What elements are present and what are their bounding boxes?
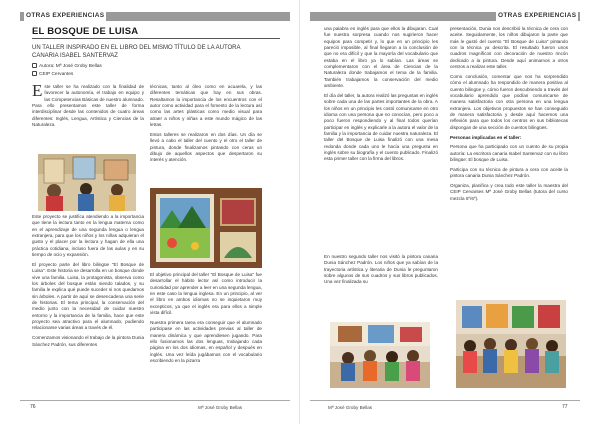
section-subhead: Personas implicadas en el taller: xyxy=(450,134,522,140)
left-col2-bottom xyxy=(150,272,262,368)
section-label: OTRAS EXPERIENCIAS xyxy=(498,12,577,19)
footer-credit-right: Mª José Groby Bellas xyxy=(328,405,373,410)
school-name: CEIP Cervantes xyxy=(39,72,74,77)
page-number-right: 77 xyxy=(562,404,568,410)
paragraph: El objetivo principal del taller "El Bosque de Luisa" fue desarrollar el hábito lector así como introducir la curiosidad por aprender a leer en una segunda lengua, en este caso la lengua inglesa. En un principio, al ver el libro en ambos idiomas no se inquietaron muy excepticos, ya que el inglés era para ellos a simple vista difícil. xyxy=(150,272,262,316)
paragraph: Persona que ha participado con un cuento de su propia autoría: La escritora canaria Isabel Santervaz con su libro bilingüe: El bosque de Luisa. xyxy=(450,144,568,163)
paragraph: Estos talleres se realizaron en dos días. Un día se llevó a cabo el taller del cuento y el otro el taller de pintura, donde finalizamos pintando con ceras un dibujo de aquellos aspectos que despertaron su interés y atención. xyxy=(150,131,262,163)
paragraph: Participa con su técnica de pintura a cera con aceite la pintora canaria Dunia Sánchez Padrón. xyxy=(450,166,568,179)
painting-artwork-photo xyxy=(150,188,262,268)
page-number-left: 76 xyxy=(30,404,36,410)
author-line xyxy=(32,63,102,69)
paragraph: técnicas, tanto al óleo como en acuarela, y las diferentes temáticas que hay en sus obras. Resaltamos la importancia de los encuentros con el autor como actividad para el fomento de la lectura así como las artes plásticas como medio visual para atraer a niños y niñas a este mundo mágico de las letras. xyxy=(150,84,262,128)
children-painting-photo xyxy=(38,154,136,211)
author-icon xyxy=(32,63,37,68)
group-photo-with-paintings xyxy=(456,300,566,388)
drop-cap: E xyxy=(32,81,43,100)
paragraph: presentación, Dunia nos describió la técnica de cera con aceite. Seguidamente, los niños dibujaron la parte que más le gustó del cuento "El Bosque de Luisa" pintando con la técnica ya descrita. El resultado fueron unos cuadros magníficos con decoración de nuestro rincón dedicado a la pintura. Desde aquí animamos a otros centros a realizar este taller. xyxy=(450,26,568,70)
paragraph: El día del taller, la autora realizó las preguntas en inglés sobre cada una de las partes importantes de la obra. A los niños en un principio les costó comunicarse en otro idioma con una persona que no conocían, pero poco a poco fueron respondiendo y al final todos querían participar en inglés y explicarle a la autora el valor de la familia y la importancia de cuidar nuestra naturaleza. El taller del Bosque de Luisa finalizó con una mesa redonda donde cada uno le hacía una pregunta en inglés sobre su biografía y el cuento publicado. Finalizó esta primer taller con la firma del libros. xyxy=(324,92,438,162)
left-col1-top xyxy=(32,81,144,154)
paragraph: ste taller se ha realizado con la finalidad de favorecer la autonomía, el trabajo en equipo y las Competencias Básicas de nuestro alumnado. Para ello presentamos este taller de forma interdisciplinar desde las contenidos de cuatro áreas diferentes: Inglés, Lengua, Artística y Ciencias de la Naturaleza. xyxy=(32,84,144,128)
classroom-workshop-photo xyxy=(330,322,430,388)
footer-rule xyxy=(310,400,580,401)
paragraph: Comenzamos visionando el trabajo de la pintora Dunia Sánchez Padrón, sus diferentes xyxy=(32,335,144,347)
paragraph: Como conclusión, comentar que nos ha sorprendido cómo el alumnado ha respondido de manera positiva al cuento bilingüe y, cómo fueron descubriendo a través del vocabulario aprendido que podían comunicarse de manera satisfactoria con otra persona en una lengua extranjera. Los objetivos propuestos se han conseguido de manera satisfactoria y desde aquí hacemos una reflexión para que todos los centros en sus bibliotecas dispongan de una sección de cuentos bilingües. xyxy=(450,73,568,130)
paragraph: El proyecto parte del libro bilingüe "El Bosque de Luisa". Este historia se desarrolla en un bosque donde vive una familia. Luisa, la protagonista, observa como los árboles del bosque están siendo talados, y su familia le explica qué puede suceder si nos quedamos sin árboles. A partir de aquí se desencadena una serie de historias. El tema principal, la conservación del medio junto con la necesidad de cuidar nuestro entorno y la importancia de la familia, hace que este proyecto sea atractivo para el alumnado, pudiendo relacionarse varias áreas a través de él. xyxy=(32,261,144,331)
left-col1-bottom xyxy=(32,214,144,351)
left-col2-top xyxy=(150,84,262,186)
right-page xyxy=(300,0,600,424)
paragraph: En nuestro segundo taller nos visitó la pintora canaria Dunia Sánchez Padrón. Los niños que ya sabían de la trayectoria artística y literaria de Dunia le preguntaron sobre algunos de sus cuadros y sus libros publicados. Una vez finalizada su xyxy=(324,254,438,285)
school-icon xyxy=(32,71,37,76)
article-title: EL BOSQUE DE LUISA xyxy=(32,26,139,37)
paragraph: Organiza, planifica y crea todo este taller la maestra del CEIP Cervantes Mª José Groby Bellas (tutora del curso mezcla 5º/6º). xyxy=(450,183,568,201)
footer-rule xyxy=(20,400,290,401)
school-line xyxy=(32,71,73,77)
right-col2-top xyxy=(450,26,568,206)
paragraph: una palabra en inglés para que ellos la dibujaran. Cual fue nuestra sorpresa cuando nos sugirieron hacer equipos para competir y, lo que en un principio les pareció imposible, al final llegaron a la conclusión de que no era difícil y que la mayoría del vocabulario que estaba en el libro ya lo sabían. Las áreas se complementaron con el área de Ciencias de la Naturaleza donde trabajamos el tema de la familia. También trabajamos la conservación del medio ambiente. xyxy=(324,26,438,89)
right-col1-top xyxy=(324,26,438,276)
paragraph: Nuestra primera tarea era conseguir que el alumnado participase en las actividades previas al taller de manera dinámica y que aprendiesen jugando. Para ello fusionamos las dos lenguas, trabajando cada página en los dos idiomas, en español y después en inglés. Una vez leída jugábamos con el vocabulario escribiendo en la pizarra xyxy=(150,319,262,363)
footer-credit-left: Mª José Groby Bellas xyxy=(198,405,243,410)
author-name: Autora: Mª José Groby Bellas xyxy=(39,64,102,69)
right-col1-mid xyxy=(324,254,438,289)
section-label: OTRAS EXPERIENCIAS xyxy=(26,12,105,19)
paragraph: Este proyecto se justifica atendiendo a la importancia que tiene la lectura tanto en la lengua materna como en el aprendizaje de una segunda lengua o lengua extranjera, para que los niños y los niñas adquieran el gusto y el placer por la lectura y hagan de ella una práctica cotidiana, incluso fuera de las aulas y en su tiempo de ocio y expansión. xyxy=(32,214,144,258)
title-divider xyxy=(32,38,280,39)
article-subtitle: UN TALLER INSPIRADO EN EL LIBRO DEL MISMO TÍTULO DE LA AUTORA CANARIA ISABEL SANTERVAZ xyxy=(32,45,241,59)
